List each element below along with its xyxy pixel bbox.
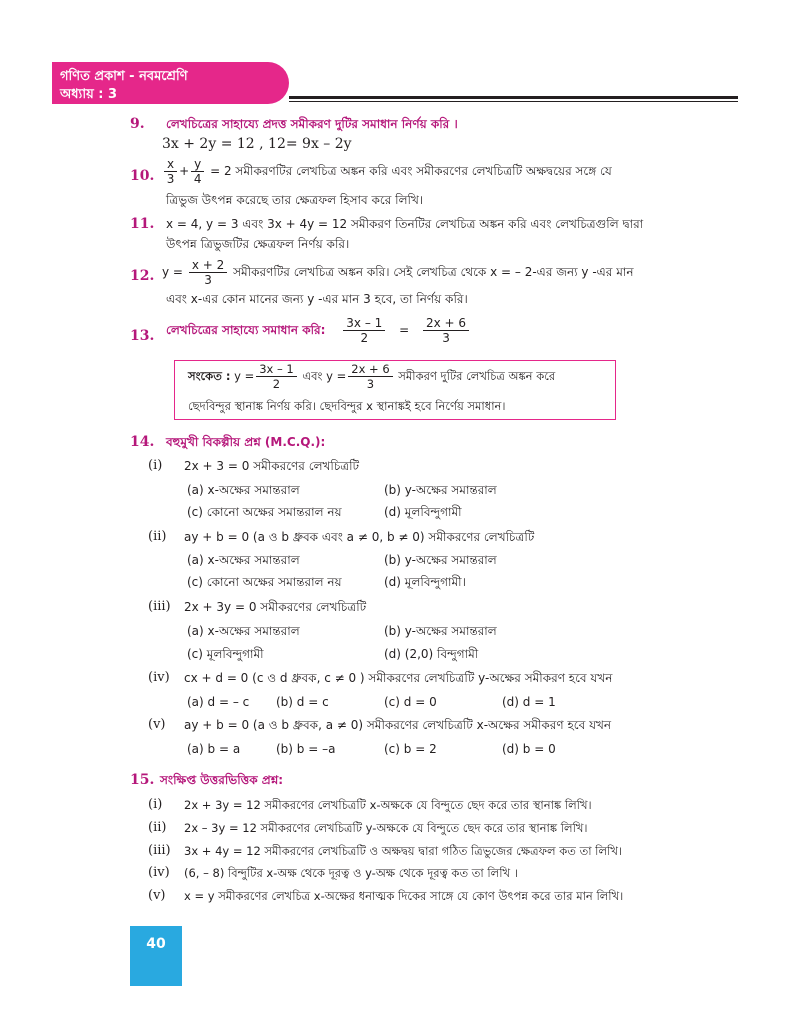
mcq-option-a: (a) d = – c [187, 695, 250, 709]
fraction-x-over-3: $\frac{x}{3}$ [164, 157, 177, 186]
mcq-option-d: (d) (2,0) বিন্দুগামী [384, 647, 479, 661]
chapter-header-tab [52, 62, 289, 104]
header-rule-thin [289, 101, 738, 102]
question-number: 14. [130, 434, 155, 450]
question-number: 9. [130, 116, 145, 132]
question-text: লেখচিত্রের সাহায্যে প্রদত্ত সমীকরণ দুটির সমাধান নির্ণয় করি । [166, 117, 458, 131]
mcq-option-b: (b) b = –a [276, 742, 336, 756]
question-line-1: $\frac{x}{3}$ + $\frac{y}{4}$ = 2 সমীকরণটির লেখচিত্র অঙ্কন করি এবং সমীকরণের লেখচিত্রটি অক্ষদ্বয়ের সঙ্গে যে [162, 157, 612, 186]
question-line: লেখচিত্রের সাহায্যে সমাধান করি: $\frac{3x - 1}{2}$ = $\frac{2x + 6}{3}$ [166, 316, 471, 345]
mcq-option-c: (c) মূলবিন্দুগামী [187, 647, 264, 661]
header-rule-thick [289, 96, 738, 99]
hint-fraction-2: $\frac{2x + 6}{3}$ [348, 362, 392, 391]
question-line-2: এবং x-এর কোন মানের জন্য y -এর মান 3 হবে, তা নির্ণয় করি। [166, 292, 468, 306]
mcq-question: ay + b = 0 (a ও b ধ্রুবক, a ≠ 0) সমীকরণের লেখচিত্রটি x-অক্ষের সমীকরণ হবে যখন [184, 718, 612, 732]
mcq-option-a: (a) x-অক্ষের সমান্তরাল [187, 553, 300, 567]
mcq-option-d: (d) মূলবিন্দুগামী। [384, 575, 466, 589]
question-line-1: x = 4, y = 3 এবং 3x + 4y = 12 সমীকরণ তিনটির লেখচিত্র অঙ্কন করি এবং লেখচিত্রগুলি দ্বারা [166, 217, 644, 231]
short-q-text: 2x – 3y = 12 সমীকরণের লেখচিত্রটি y-অক্ষকে যে বিন্দুতে ছেদ করে তার স্থানাঙ্ক লিখি। [184, 821, 588, 835]
mcq-option-d: (d) d = 1 [502, 695, 556, 709]
fraction-2x-plus-6-over-3: $\frac{2x + 6}{3}$ [423, 316, 469, 345]
mcq-label: (v) [148, 717, 166, 732]
mcq-option-d: (d) মূলবিন্দুগামী [384, 505, 462, 519]
mcq-option-c: (c) কোনো অক্ষের সমান্তরাল নয় [187, 505, 342, 519]
short-q-label: (ii) [148, 820, 167, 835]
question-number: 10. [130, 168, 155, 184]
hint-fraction-1: $\frac{3x - 1}{2}$ [256, 362, 297, 391]
short-q-label: (v) [148, 888, 166, 903]
mcq-label: (ii) [148, 529, 167, 544]
mcq-option-b: (b) y-অক্ষের সমান্তরাল [384, 483, 497, 497]
short-q-text: (6, – 8) বিন্দুটির x-অক্ষ থেকে দূরত্ব ও y-অক্ষ থেকে দূরত্ব কত তা লিখি । [184, 866, 518, 880]
short-q-label: (i) [148, 797, 163, 812]
page-number: 40 [146, 936, 166, 952]
equation: 3x + 2y = 12 , 12= 9x – 2y [162, 136, 352, 152]
question-number: 15. [130, 772, 155, 788]
question-number: 13. [130, 328, 155, 344]
short-q-label: (iii) [148, 843, 171, 858]
short-q-label: (iv) [148, 865, 170, 880]
mcq-option-b: (b) d = c [276, 695, 329, 709]
fraction-x-plus-2-over-3: $\frac{x + 2}{3}$ [189, 258, 227, 287]
mcq-option-c: (c) d = 0 [384, 695, 437, 709]
hint-line-1: সংকেত : y = $\frac{3x - 1}{2}$ এবং y = $\frac{2x + 6}{3}$ সমীকরণ দুটির লেখচিত্র অঙ্কন করে [188, 362, 556, 391]
section-title: সংক্ষিপ্ত উত্তরভিত্তিক প্রশ্ন: [160, 773, 284, 787]
question-line-2: ত্রিভুজ উৎপন্ন করেছে তার ক্ষেত্রফল হিসাব করে লিখি। [166, 193, 424, 207]
mcq-option-a: (a) x-অক্ষের সমান্তরাল [187, 624, 300, 638]
mcq-question: cx + d = 0 (c ও d ধ্রুবক, c ≠ 0 ) সমীকরণের লেখচিত্রটি y-অক্ষের সমীকরণ হবে যখন [184, 671, 613, 685]
chapter-label: অধ্যায় : 3 [60, 87, 118, 102]
section-title: বহুমুখী বিকল্পীয় প্রশ্ন (M.C.Q.): [166, 435, 326, 449]
page-number-box [130, 926, 182, 986]
mcq-option-c: (c) কোনো অক্ষের সমান্তরাল নয় [187, 575, 342, 589]
short-q-text: x = y সমীকরণের লেখচিত্র x-অক্ষের ধনাত্মক দিকের সাঙ্গে যে কোণ উৎপন্ন করে তার মান লিখি। [184, 889, 624, 903]
short-q-text: 2x + 3y = 12 সমীকরণের লেখচিত্রটি x-অক্ষকে যে বিন্দুতে ছেদ করে তার স্থানাঙ্ক লিখি। [184, 798, 592, 812]
book-title: গণিত প্রকাশ - নবমশ্রেণি [60, 69, 188, 84]
fraction-y-over-4: $\frac{y}{4}$ [191, 157, 204, 186]
question-line-2: উৎপন্ন ত্রিভুজটির ক্ষেত্রফল নির্ণয় করি। [166, 237, 350, 251]
mcq-question: 2x + 3 = 0 সমীকরণের লেখচিত্রটি [184, 459, 360, 473]
mcq-option-a: (a) b = a [187, 742, 241, 756]
mcq-option-a: (a) x-অক্ষের সমান্তরাল [187, 483, 300, 497]
mcq-option-c: (c) b = 2 [384, 742, 437, 756]
mcq-label: (iii) [148, 599, 171, 614]
mcq-label: (iv) [148, 670, 170, 685]
mcq-option-d: (d) b = 0 [502, 742, 556, 756]
hint-line-2: ছেদবিন্দুর স্থানাঙ্ক নির্ণয় করি। ছেদবিন্দুর x স্থানাঙ্কই হবে নির্ণেয় সমাধান। [188, 399, 506, 413]
fraction-3x-minus-1-over-2: $\frac{3x - 1}{2}$ [343, 316, 385, 345]
mcq-label: (i) [148, 458, 163, 473]
question-number: 12. [130, 268, 155, 284]
mcq-question: 2x + 3y = 0 সমীকরণের লেখচিত্রটি [184, 600, 367, 614]
mcq-option-b: (b) y-অক্ষের সমান্তরাল [384, 553, 497, 567]
question-line-1: y = $\frac{x + 2}{3}$ সমীকরণটির লেখচিত্র অঙ্কন করি। সেই লেখচিত্র থেকে x = – 2-এর জন্য y -এর মান [162, 258, 634, 287]
mcq-option-b: (b) y-অক্ষের সমান্তরাল [384, 624, 497, 638]
mcq-question: ay + b = 0 (a ও b ধ্রুবক এবং a ≠ 0, b ≠ 0) সমীকরণের লেখচিত্রটি [184, 530, 535, 544]
question-number: 11. [130, 216, 155, 232]
short-q-text: 3x + 4y = 12 সমীকরণের লেখচিত্রটি ও অক্ষদ্বয় দ্বারা গঠিত ত্রিভুজের ক্ষেত্রফল কত তা লিখি। [184, 844, 622, 858]
